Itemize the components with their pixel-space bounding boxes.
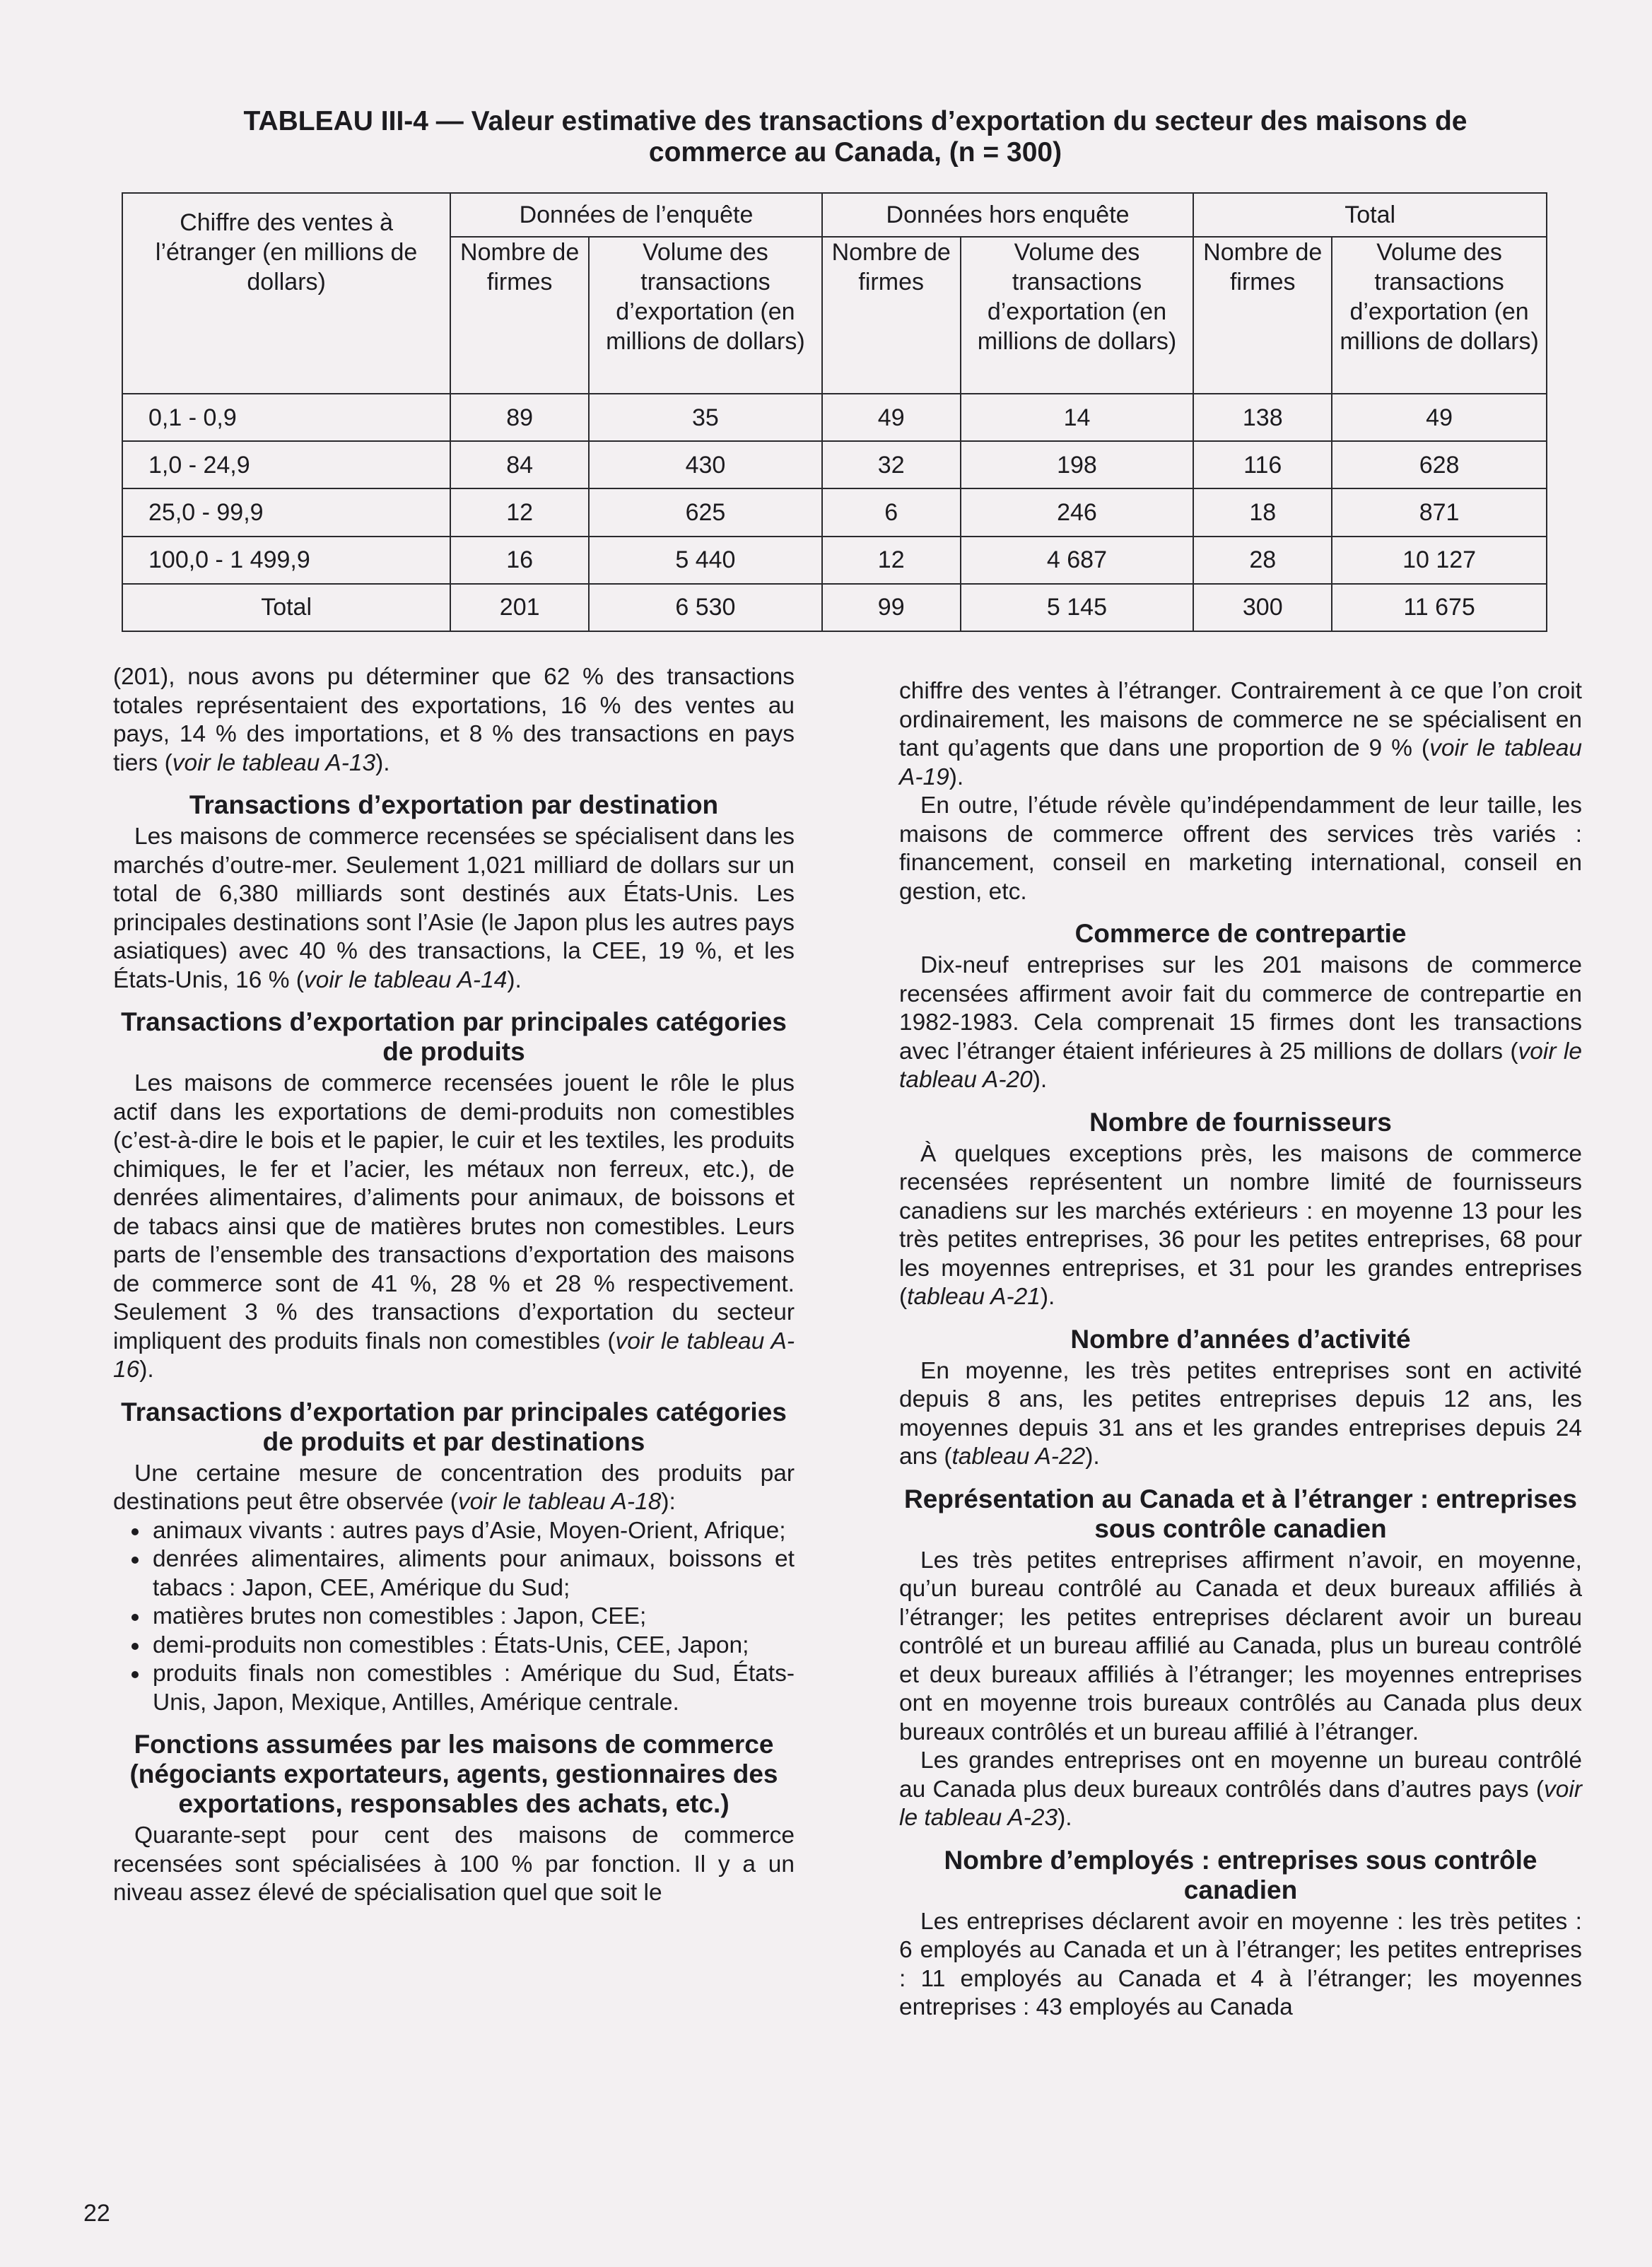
left-column bbox=[113, 663, 795, 1908]
section-heading: Nombre d’employés : entreprises sous contrôle canadien bbox=[944, 1845, 1537, 1904]
section-heading: Commerce de contrepartie bbox=[1074, 919, 1407, 948]
table-row bbox=[122, 488, 1547, 536]
cell: 138 bbox=[1193, 394, 1332, 441]
table-row bbox=[122, 394, 1547, 441]
cell: 49 bbox=[1332, 394, 1547, 441]
table-title-line-1: TABLEAU III-4 — Valeur estimative des transactions d’exportation du secteur des maisons de bbox=[243, 106, 1468, 136]
list-item: • demi-produits non comestibles : États-Unis, CEE, Japon; bbox=[150, 1632, 795, 1660]
cell: 16 bbox=[450, 537, 589, 584]
table-title bbox=[156, 106, 1555, 168]
group-header-survey: Données de l’enquête bbox=[450, 193, 822, 237]
paragraph: Les maisons de commerce recensées jouent le rôle le plus actif dans les exportations de demi-produits non comestibles (c’est-à-dire le bois et le papier, le cuir et les textiles, les produits chimiques, le fer et l’acier, les métaux non ferreux, etc.), de denrées alimentaires, d’aliments pour animaux, de boissons et de tabacs ainsi que de matières brutes non comestibles. Leurs parts de l’ensemble des transactions d’exportation des maisons de commerce sont de 41 %, 28 % et 28 % respectivement. Seulement 3 % des transactions d’exportation du secteur impliquent des produits finals non comestibles (voir le tableau A-16). bbox=[113, 1070, 795, 1383]
row-label: Total bbox=[122, 584, 450, 631]
section-heading: Nombre d’années d’activité bbox=[1070, 1324, 1411, 1354]
cell: 430 bbox=[589, 441, 822, 488]
section-heading: Fonctions assumées par les maisons de commerce (négociants exportateurs, agents, gestionnaires des exportations, responsables des achats, etc.) bbox=[129, 1730, 778, 1818]
cell: 5 145 bbox=[961, 584, 1194, 631]
group-header-total: Total bbox=[1193, 193, 1547, 237]
cell: 18 bbox=[1193, 488, 1332, 536]
page-number: 22 bbox=[83, 2200, 110, 2227]
sub-header: Nombre de firmes bbox=[1193, 237, 1332, 394]
right-column bbox=[899, 677, 1582, 2022]
paragraph: Les grandes entreprises ont en moyenne un bureau contrôlé au Canada plus deux bureaux contrôlés dans d’autres pays (voir le tableau A-23). bbox=[899, 1747, 1582, 1831]
sub-header: Volume des transactions d’exportation (en millions de dollars) bbox=[589, 237, 822, 394]
row-label: 1,0 - 24,9 bbox=[122, 441, 450, 488]
bullet-list bbox=[113, 1517, 795, 1718]
section-heading: Transactions d’exportation par principales catégories de produits et par destinations bbox=[121, 1397, 787, 1456]
table-row bbox=[122, 537, 1547, 584]
cell: 300 bbox=[1193, 584, 1332, 631]
cell: 12 bbox=[450, 488, 589, 536]
cell: 49 bbox=[822, 394, 961, 441]
paragraph: Quarante-sept pour cent des maisons de commerce recensées sont spécialisées à 100 % par fonction. Il y a un niveau assez élevé de spécialisation quel que soit le bbox=[113, 1822, 795, 1906]
list-item: • animaux vivants : autres pays d’Asie, Moyen-Orient, Afrique; bbox=[150, 1517, 795, 1546]
cell: 6 530 bbox=[589, 584, 822, 631]
cell: 28 bbox=[1193, 537, 1332, 584]
paragraph: Une certaine mesure de concentration des produits par destinations peut être observée (voir le tableau A-18): bbox=[113, 1460, 795, 1515]
cell: 871 bbox=[1332, 488, 1547, 536]
cell: 246 bbox=[961, 488, 1194, 536]
cell: 32 bbox=[822, 441, 961, 488]
cell: 10 127 bbox=[1332, 537, 1547, 584]
cell: 198 bbox=[961, 441, 1194, 488]
cell: 12 bbox=[822, 537, 961, 584]
export-table bbox=[122, 192, 1547, 632]
row-label: 100,0 - 1 499,9 bbox=[122, 537, 450, 584]
cell: 99 bbox=[822, 584, 961, 631]
row-label: 25,0 - 99,9 bbox=[122, 488, 450, 536]
sub-header: Volume des transactions d’exportation (en millions de dollars) bbox=[961, 237, 1194, 394]
cell: 5 440 bbox=[589, 537, 822, 584]
group-header-nonsurvey: Données hors enquête bbox=[822, 193, 1194, 237]
section-heading: Représentation au Canada et à l’étranger : entreprises sous contrôle canadien bbox=[903, 1484, 1578, 1543]
list-item: • denrées alimentaires, aliments pour animaux, boissons et tabacs : Japon, CEE, Amérique du Sud; bbox=[150, 1545, 795, 1603]
section-heading: Transactions d’exportation par principales catégories de produits bbox=[121, 1007, 787, 1066]
sub-header: Nombre de firmes bbox=[822, 237, 961, 394]
cell: 84 bbox=[450, 441, 589, 488]
paragraph: Les maisons de commerce recensées se spécialisent dans les marchés d’outre-mer. Seulement 1,021 milliard de dollars sur un total de 6,380 milliards sont destinés aux États-Unis. Les principales destinations sont l’Asie (le Japon plus les autres pays asiatiques) avec 40 % des transactions, la CEE, 19 %, et les États-Unis, 16 % (voir le tableau A-14). bbox=[113, 824, 795, 993]
paragraph: (201), nous avons pu déterminer que 62 % des transactions totales représentaient des exportations, 16 % des ventes au pays, 14 % des importations, et 8 % des transactions en pays tiers (voir le tableau A-13). bbox=[113, 664, 795, 776]
section-heading: Nombre de fournisseurs bbox=[1089, 1107, 1392, 1137]
cell: 4 687 bbox=[961, 537, 1194, 584]
sub-header: Volume des transactions d’exportation (en millions de dollars) bbox=[1332, 237, 1547, 394]
list-item: • produits finals non comestibles : Amérique du Sud, États-Unis, Japon, Mexique, Antilles, Amérique centrale. bbox=[150, 1660, 795, 1717]
cell: 11 675 bbox=[1332, 584, 1547, 631]
cell: 35 bbox=[589, 394, 822, 441]
cell: 116 bbox=[1193, 441, 1332, 488]
cell: 628 bbox=[1332, 441, 1547, 488]
table-row bbox=[122, 441, 1547, 488]
cell: 89 bbox=[450, 394, 589, 441]
sub-header: Nombre de firmes bbox=[450, 237, 589, 394]
cell: 625 bbox=[589, 488, 822, 536]
paragraph: Dix-neuf entreprises sur les 201 maisons de commerce recensées affirment avoir fait du commerce de contrepartie en 1982-1983. Cela comprenait 15 firmes dont les transactions avec l’étranger étaient inférieures à 25 millions de dollars (voir le tableau A-20). bbox=[899, 952, 1582, 1093]
cell: 14 bbox=[961, 394, 1194, 441]
table-total-row bbox=[122, 584, 1547, 631]
paragraph: Les entreprises déclarent avoir en moyenne : les très petites : 6 employés au Canada et un à l’étranger; les petites entreprises : 11 employés au Canada et 4 à l’étranger; les moyennes entreprises : 43 employés au Canada bbox=[899, 1908, 1582, 2020]
paragraph: En outre, l’étude révèle qu’indépendamment de leur taille, les maisons de commerce offrent des services très variés : financement, conseil en marketing international, conseil en gestion, etc. bbox=[899, 792, 1582, 905]
section-heading: Transactions d’exportation par destination bbox=[189, 790, 719, 819]
paragraph: chiffre des ventes à l’étranger. Contrairement à ce que l’on croit ordinairement, les maisons de commerce ne se spécialisent en tant qu’agents que dans une proportion de 9 % (voir le tableau A-19). bbox=[899, 678, 1582, 790]
row-header: Chiffre des ventes à l’étranger (en millions de dollars) bbox=[122, 193, 450, 394]
row-label: 0,1 - 0,9 bbox=[122, 394, 450, 441]
paragraph: Les très petites entreprises affirment n’avoir, en moyenne, qu’un bureau contrôlé au Canada et deux bureaux affiliés à l’étranger; les petites entreprises déclarent avoir un bureau contrôlé et un bureau affilié au Canada, plus un bureau contrôlé et deux bureaux affiliés à l’étranger; les moyennes entreprises ont en moyenne trois bureaux contrôlés au Canada plus deux bureaux contrôlés et un bureau affilié à l’étranger. bbox=[899, 1547, 1582, 1745]
paragraph: À quelques exceptions près, les maisons de commerce recensées représentent un nombre limité de fournisseurs canadiens sur les marchés extérieurs : en moyenne 13 pour les très petites entreprises, 36 pour les petites entreprises, 68 pour les moyennes entreprises, et 31 pour les grandes entreprises (tableau A-21). bbox=[899, 1140, 1582, 1310]
table-title-line-2: commerce au Canada, (n = 300) bbox=[648, 137, 1062, 168]
cell: 201 bbox=[450, 584, 589, 631]
list-item: • matières brutes non comestibles : Japon, CEE; bbox=[150, 1603, 795, 1632]
paragraph: En moyenne, les très petites entreprises sont en activité depuis 8 ans, les petites entreprises depuis 12 ans, les moyennes depuis 31 ans et les grandes entreprises depuis 24 ans (tableau A-22). bbox=[899, 1357, 1582, 1470]
cell: 6 bbox=[822, 488, 961, 536]
